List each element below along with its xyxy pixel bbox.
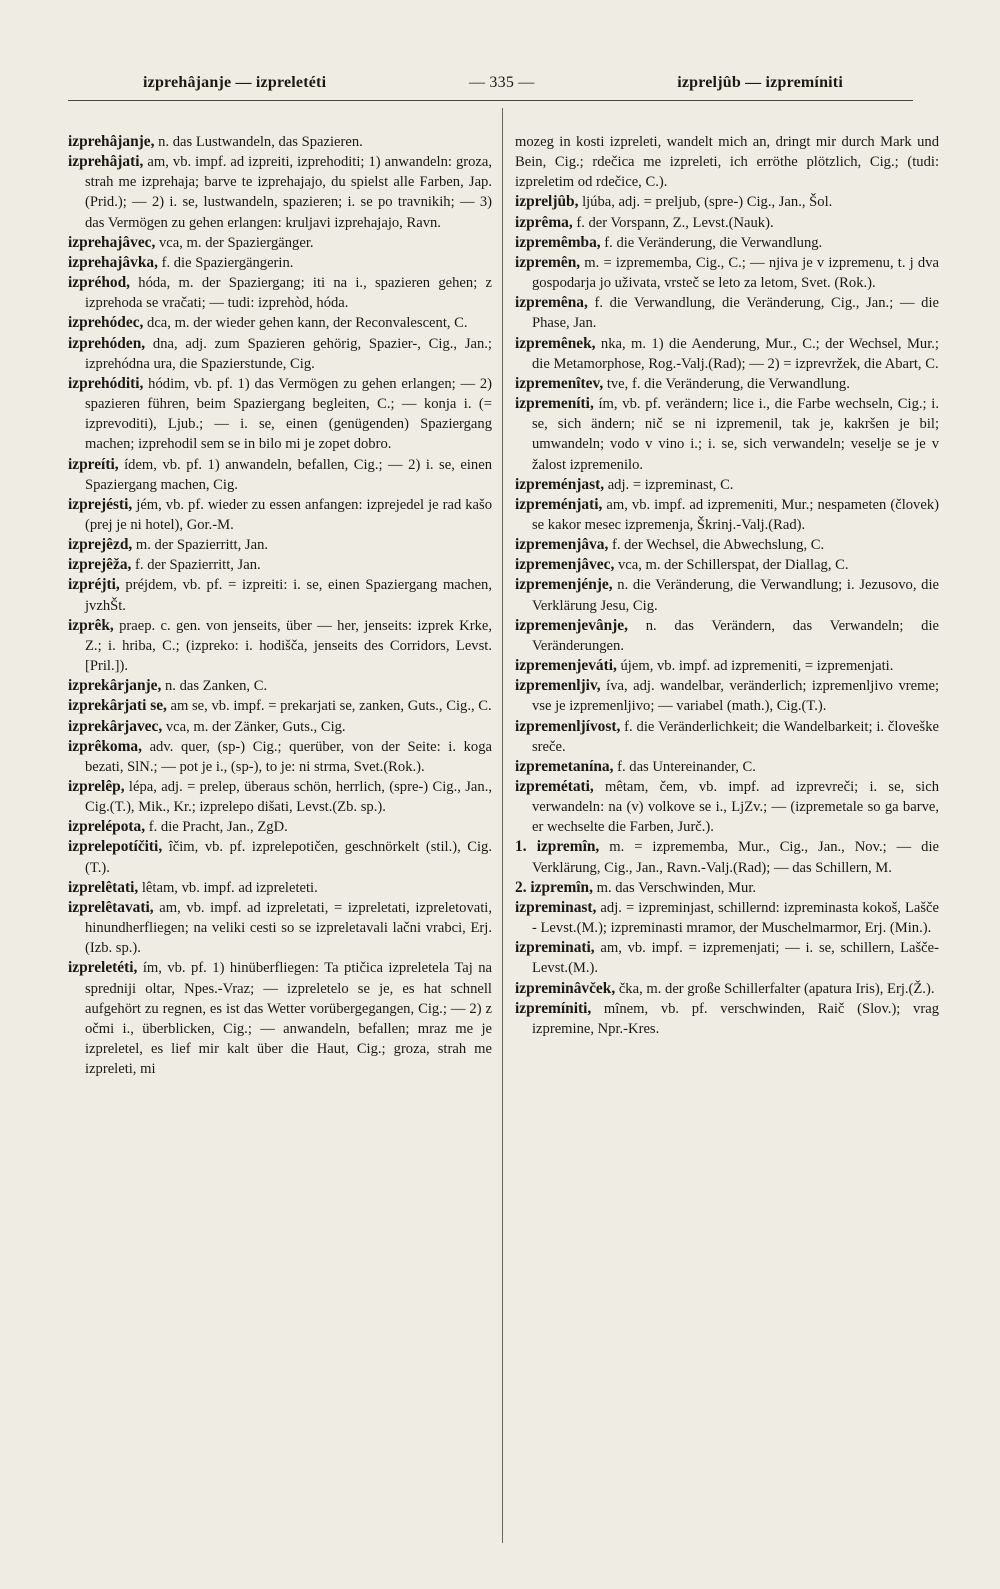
dictionary-entry — [515, 192, 939, 212]
entry-headword: izpremíniti, — [515, 999, 592, 1017]
entry-headword: izpréjti, — [68, 576, 120, 594]
dictionary-entry — [68, 878, 492, 898]
entry-definition: čka, m. der große Schillerfalter (apatura Iris), Erj.(Ž.). — [615, 980, 935, 997]
entry-headword: izprehâjanje, — [68, 133, 155, 150]
dictionary-entry — [515, 495, 939, 535]
entry-headword: izprehajâvka, — [68, 253, 158, 271]
dictionary-entry — [515, 233, 939, 253]
entry-headword: izpreminâvček, — [515, 979, 616, 997]
entry-definition: f. die Spaziergängerin. — [157, 254, 294, 271]
entry-headword: izprehóden, — [68, 334, 146, 352]
entry-definition: vca, m. der Schillerspat, der Diallag, C. — [614, 557, 849, 574]
dictionary-entry — [515, 878, 939, 898]
dictionary-entry — [68, 958, 492, 1079]
entry-definition: f. die Verwandlung, die Veränderung, Cig., Jan.; — die Phase, Jan. — [532, 295, 939, 332]
entry-definition: f. der Spazierritt, Jan. — [131, 557, 261, 574]
dictionary-entry — [515, 757, 939, 777]
dictionary-entry — [515, 979, 939, 999]
entry-definition: îčim, vb. pf. izprelepotičen, geschnörkelt (stil.), Cig.(T.). — [85, 839, 492, 876]
entry-headword: izprelépota, — [68, 818, 146, 836]
entry-headword: izpremenîtev, — [515, 374, 604, 392]
dictionary-entry — [515, 374, 939, 394]
entry-headword: izprehajâvec, — [68, 233, 156, 251]
entry-headword: izpremenljívost, — [515, 717, 621, 735]
column-divider — [502, 108, 503, 1543]
dictionary-entry — [515, 837, 939, 877]
dictionary-entry — [68, 575, 492, 615]
entry-definition: m. das Verschwinden, Mur. — [592, 879, 757, 896]
dictionary-entry — [515, 656, 939, 676]
entry-definition: am se, vb. impf. = prekarjati se, zanken, Guts., Cig., C. — [166, 698, 492, 715]
entry-headword: izprehâjati, — [68, 153, 144, 171]
entry-definition: f. das Untereinander, C. — [613, 758, 756, 775]
header-right-range: izpreljûb — izpremíniti — [677, 74, 843, 91]
entry-definition: dca, m. der wieder gehen kann, der Reconvalescent, C. — [143, 315, 468, 332]
entry-definition: jém, vb. pf. wieder zu essen anfangen: izprejedel je rad kašo (prej je ni hotel), Gor.-M. — [85, 496, 492, 533]
dictionary-entry — [68, 737, 492, 777]
dictionary-entry — [515, 999, 939, 1039]
entry-headword: izpremenjâva, — [515, 536, 609, 554]
entry-definition: f. die Veränderlichkeit; die Wandelbarkeit; i. človeške sreče. — [532, 718, 939, 755]
entry-definition: f. der Wechsel, die Abwechslung, C. — [608, 537, 825, 554]
dictionary-entry — [515, 334, 939, 374]
entry-headword: izprehódec, — [68, 314, 144, 332]
entry-headword: izprekârjati se, — [68, 697, 167, 715]
entry-headword: izpremenjeváti, — [515, 657, 617, 675]
entry-headword: izpremênek, — [515, 334, 596, 352]
entry-headword: izpremenljiv, — [515, 677, 601, 695]
dictionary-entry — [68, 334, 492, 374]
dictionary-entry — [515, 293, 939, 333]
entry-definition: am, vb. impf. ad izpreletati, = izpreletati, izpreletovati, hinundherfliegen; na veliki cesti so se izpreletavali lačni vrabci, Erj.(Izb. sp.). — [85, 899, 492, 957]
entry-headword: izprêk, — [68, 616, 114, 634]
dictionary-entry — [68, 616, 492, 676]
entry-definition: vca, m. der Spaziergänger. — [155, 234, 314, 251]
entry-headword: izpremenjénje, — [515, 576, 613, 594]
entry-headword: izprekârjanje, — [68, 677, 162, 695]
entry-definition: lépa, adj. = prelep, überaus schön, herrlich, (spre-) Cig., Jan., Cig.(T.), Mik., Kr.; izprelepo dišati, Levst.(Zb. sp.). — [85, 779, 492, 816]
entry-headword: izpreménjati, — [515, 495, 603, 513]
entry-definition: ljúba, adj. = preljub, (spre-) Cig., Jan., Šol. — [578, 194, 833, 211]
entry-headword: izprelêtati, — [68, 878, 139, 896]
entry-headword: izpremêna, — [515, 294, 588, 312]
entry-definition: adv. quer, (sp-) Cig.; querüber, von der Seite: i. koga bezati, SlN.; — pot je i., (sp-), to je: ni strma, Svet.(Rok.). — [85, 738, 492, 775]
entry-definition: mêtam, čem, vb. impf. ad izprevreči; i. se, sich verwandeln: na (v) volkove se i., LjZv.; — (izpremetale so ga barve, er wechselte die Farben, Jurč.). — [532, 779, 939, 836]
header-left-range: izprehâjanje — izpreletéti — [143, 74, 327, 91]
entry-headword: izpremêmba, — [515, 233, 601, 251]
right-column — [515, 132, 939, 1039]
entry-definition: praep. c. gen. von jenseits, über — her, jenseits: izprek Krke, Z.; i. hriba, C.; (izpreko: i. hodišča, jenseits des Corridors, Levst.[Pril.]). — [85, 617, 492, 675]
entry-definition: préjdem, vb. pf. = izpreiti: i. se, einen Spaziergang machen, jvzhŠt. — [85, 577, 492, 614]
dictionary-entry — [68, 132, 492, 152]
dictionary-entry — [515, 555, 939, 575]
entry-headword: izprejêža, — [68, 556, 132, 574]
entry-headword: izpremenjevânje, — [515, 616, 628, 634]
entry-definition: újem, vb. impf. ad izpremeniti, = izpremenjati. — [616, 658, 894, 675]
dictionary-entry — [515, 616, 939, 656]
entry-definition: m. der Spazierritt, Jan. — [132, 537, 269, 554]
entry-headword: izprelepotíčiti, — [68, 838, 163, 856]
entry-definition: ím, vb. pf. 1) hinüberfliegen: Ta ptičica izpreletela Taj na spredniji oltar, Npes.-Vraz; — izpreletelo se je, es hat schnell aufgehört zu regnen, es ist das Wetter vorübergegangen, Cig.; — 2) z očmi i., überblicken, Cig.; — anwandeln, befallen; mraz me je izpreletel, es lief mir kalt über die Haut, Cig.; groza, strah me izpreleti, mi — [85, 960, 492, 1078]
header-rule — [68, 100, 913, 101]
dictionary-entry — [68, 313, 492, 333]
entry-definition: adj. = izpreminjast, schillernd: izpreminasta kokoš, Lašče - Levst.(M.); izpreminasti mramor, der Muschelmarmor, Erj. (Min.). — [532, 899, 939, 937]
dictionary-entry — [515, 253, 939, 293]
entry-headword: 1. izpremîn, — [515, 838, 600, 856]
entry-headword: izpreljûb, — [515, 193, 579, 211]
entry-definition: f. die Veränderung, die Verwandlung. — [600, 234, 823, 251]
entry-definition: lêtam, vb. impf. ad izpreleteti. — [138, 879, 318, 896]
entry-headword: izpremétati, — [515, 778, 594, 795]
entry-definition: f. die Pracht, Jan., ZgD. — [145, 819, 288, 836]
entry-headword: izpreminati, — [515, 939, 595, 957]
entry-headword: izpremetanína, — [515, 757, 614, 775]
dictionary-entry — [68, 676, 492, 696]
entry-headword: izpreíti, — [68, 455, 119, 473]
entry-headword: izprêkoma, — [68, 737, 142, 755]
entry-headword: izpreminast, — [515, 898, 597, 916]
entry-definition: mozeg in kosti izpreleti, wandelt mich an, dringt mir durch Mark und Bein, Cig.; rdečica me izpreleti, ich erröthe plötzlich, Cig.; (tudi: izpreletim od rdečice, C.). — [515, 134, 939, 191]
dictionary-entry — [68, 253, 492, 273]
entry-headword: izprelêtavati, — [68, 898, 154, 916]
entry-definition: mînem, vb. pf. verschwinden, Raič (Slov.); vrag izpremine, Npr.-Kres. — [532, 1000, 939, 1037]
dictionary-entry — [68, 817, 492, 837]
dictionary-entry — [515, 777, 939, 837]
entry-definition: ídem, vb. pf. 1) anwandeln, befallen, Cig.; — 2) i. se, einen Spaziergang machen, Cig. — [85, 456, 492, 493]
entry-definition: f. der Vorspann, Z., Levst.(Nauk). — [572, 214, 774, 231]
dictionary-entry — [515, 717, 939, 757]
entry-headword: izpréhod, — [68, 274, 130, 292]
dictionary-entry — [515, 394, 939, 475]
entry-headword: 2. izpremîn, — [515, 878, 593, 896]
entry-headword: izprêma, — [515, 213, 573, 231]
entry-definition: nka, m. 1) die Aenderung, Mur., C.; der Wechsel, Mur.; die Metamorphose, Rog.-Valj.(Rad); — 2) = izprevržek, die Abart, C. — [532, 335, 939, 372]
entry-definition: ím, vb. pf. verändern; lice i., die Farbe wechseln, Cig.; i. se, sich ändern; nič se ni izpremenil, tak je, kakršen je bil; umwandeln; vodo v vino i.; i. se, sich verwandeln; veselje se je v žalost izpremenilo. — [532, 396, 939, 473]
dictionary-entry — [68, 152, 492, 233]
dictionary-entry — [515, 898, 939, 938]
dictionary-entry — [515, 575, 939, 615]
entry-definition: íva, adj. wandelbar, veränderlich; izpremenljivo vreme; vse je izpremenljivo; — variabel (math.), Cig.(T.). — [532, 678, 939, 715]
entry-definition: n. das Lustwandeln, das Spazieren. — [154, 134, 363, 150]
dictionary-entry — [515, 132, 939, 192]
entry-definition: m. = izprememba, Cig., C.; — njiva je v izpremenu, t. j dva gospodarja jo uživata, vrsteč se leto za letom, Svet. (Rok.). — [532, 254, 939, 292]
dictionary-entry — [68, 374, 492, 455]
entry-definition: n. die Veränderung, die Verwandlung; i. Jezusovo, die Verklärung Jesu, Cig. — [532, 577, 939, 614]
dictionary-entry — [68, 535, 492, 555]
entry-definition: am, vb. impf. ad izpremeniti, Mur.; nespameten (človek) se kakor mesec izpremenja, Škrinj.-Valj.(Rad). — [532, 496, 939, 533]
dictionary-entry — [68, 455, 492, 495]
dictionary-entry — [515, 213, 939, 233]
page-number: — 335 — — [469, 74, 535, 91]
dictionary-entry — [68, 696, 492, 716]
entry-headword: izprehóditi, — [68, 374, 144, 392]
entry-headword: izprekârjavec, — [68, 717, 163, 735]
entry-headword: izpremên, — [515, 253, 581, 271]
entry-headword: izpremenjâvec, — [515, 556, 615, 574]
entry-headword: izprejêzd, — [68, 536, 133, 554]
entry-definition: tve, f. die Veränderung, die Verwandlung. — [603, 375, 850, 392]
dictionary-entry — [68, 233, 492, 253]
entry-definition: am, vb. impf. ad izpreiti, izprehoditi; 1) anwandeln: groza, strah me izprehaja; barve te izprehajajo, du spielst alle Farben, Jap.(Prid.); — 2) i. se, lustwandeln, spazieren; i. se po travnikih; — 3) das Vermögen zu gehen erlangen: kruljavi izprehajajo, Ravn. — [85, 154, 492, 231]
dictionary-entry — [515, 938, 939, 978]
dictionary-entry — [68, 273, 492, 313]
entry-definition: adj. = izpreminast, C. — [604, 476, 734, 493]
entry-definition: vca, m. der Zänker, Guts., Cig. — [162, 718, 346, 735]
dictionary-entry — [68, 837, 492, 877]
entry-headword: izpreletéti, — [68, 959, 138, 977]
dictionary-entry — [515, 676, 939, 716]
entry-headword: izprejésti, — [68, 495, 133, 513]
entry-definition: hódim, vb. pf. 1) das Vermögen zu gehen erlangen; — 2) spazieren führen, beim Spaziergang begleiten, C.; — konja i. (= izprevoditi), Ljub.; — i. se, einen (genügenden) Spaziergang machen; izprehodil sem se in bilo mi je zopet dobro. — [85, 375, 492, 453]
dictionary-entry — [68, 777, 492, 817]
entry-definition: m. = izprememba, Mur., Cig., Jan., Nov.; — die Verklärung, Cig., Jan., Ravn.-Valj.(Rad); — das Schillern, M. — [532, 839, 939, 876]
running-header — [143, 74, 843, 92]
left-column — [68, 132, 492, 1079]
entry-definition: n. das Zanken, C. — [161, 678, 268, 695]
entry-headword: izpreménjast, — [515, 475, 605, 493]
dictionary-entry — [515, 535, 939, 555]
dictionary-entry — [68, 717, 492, 737]
entry-headword: izprelêp, — [68, 778, 125, 795]
entry-definition: hóda, m. der Spaziergang; iti na i., spazieren gehen; z izprehoda se vračati; — tudi: izprehòd, hóda. — [85, 275, 492, 312]
entry-definition: n. das Verändern, das Verwandeln; die Veränderungen. — [532, 617, 939, 654]
dictionary-entry — [68, 555, 492, 575]
dictionary-entry — [68, 495, 492, 535]
entry-definition: am, vb. impf. = izpremenjati; — i. se, schillern, Lašče-Levst.(M.). — [532, 940, 939, 977]
dictionary-entry — [68, 898, 492, 958]
dictionary-entry — [515, 475, 939, 495]
entry-definition: dna, adj. zum Spazieren gehörig, Spazier-, Cig., Jan.; izprehódna ura, die Spazierstunde, Cig. — [85, 335, 492, 372]
entry-headword: izpremeníti, — [515, 395, 594, 413]
